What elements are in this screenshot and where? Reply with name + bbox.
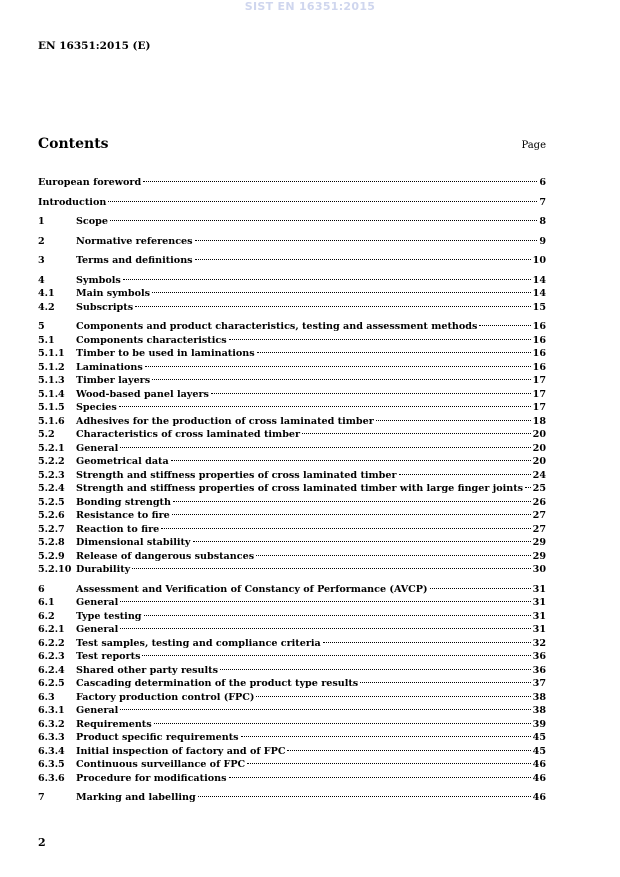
toc-entry[interactable]: [38, 274, 546, 288]
toc-entry-number: 6.3.1: [38, 705, 65, 716]
toc-entry-number: 5: [38, 321, 45, 332]
toc-dot-leader: [110, 220, 537, 221]
toc-entry-number: 3: [38, 255, 45, 266]
toc-entry-number: 5.1.6: [38, 415, 65, 427]
toc-dot-leader: [108, 201, 537, 202]
document-id: EN 16351:2015 (E): [38, 40, 151, 52]
toc-dot-leader: [195, 259, 531, 260]
toc-entry-title: Product specific requirements: [76, 732, 239, 743]
toc-entry-title: Main symbols: [76, 288, 151, 299]
toc-entry-number: 6.3.2: [38, 718, 65, 730]
toc-entry[interactable]: [38, 455, 546, 469]
toc-entry-page: 15: [532, 301, 546, 313]
toc-entry-page: 36: [532, 664, 546, 676]
toc-entry-page: 31: [532, 583, 546, 595]
toc-entry-page: 46: [532, 759, 546, 770]
contents-heading: Contents: [38, 136, 109, 152]
toc-entry[interactable]: [38, 718, 546, 732]
toc-entry[interactable]: [38, 287, 546, 301]
toc-dot-leader: [525, 487, 531, 488]
toc-dot-leader: [241, 736, 531, 737]
toc-entry[interactable]: [38, 334, 546, 348]
toc-entry-title: Characteristics of cross laminated timber: [76, 429, 301, 440]
toc-entry-title: Procedure for modifications: [76, 772, 227, 784]
toc-entry-number: 5.1: [38, 334, 55, 346]
toc-dot-leader: [220, 669, 531, 670]
toc-entry-number: 6.2: [38, 610, 55, 622]
toc-dot-leader: [120, 601, 530, 602]
toc-entry-number: 5.2: [38, 429, 55, 440]
toc-entry-number: 5.2.4: [38, 483, 65, 494]
toc-entry[interactable]: [38, 388, 546, 402]
toc-entry-title: Shared other party results: [76, 664, 218, 676]
toc-entry[interactable]: [38, 361, 546, 375]
toc-entry[interactable]: [38, 623, 546, 637]
toc-entry-page: 20: [532, 442, 546, 454]
toc-dot-leader: [144, 615, 531, 616]
toc-entry[interactable]: [38, 650, 546, 664]
toc-dot-leader: [430, 588, 531, 589]
toc-entry-page: 31: [532, 610, 546, 622]
toc-entry-title: Adhesives for the production of cross laminated timber: [76, 415, 374, 427]
toc-dot-leader: [479, 325, 530, 326]
toc-entry-page: 32: [532, 637, 546, 649]
toc-dot-leader: [195, 240, 538, 241]
toc-entry-title: Scope: [76, 216, 108, 227]
toc-entry-number: 6.3.5: [38, 759, 65, 770]
toc-entry-page: 27: [532, 523, 546, 535]
toc-entry-title: Bonding strength: [76, 496, 171, 508]
toc-dot-leader: [132, 568, 530, 569]
toc-dot-leader: [399, 474, 531, 475]
toc-dot-leader: [172, 514, 531, 515]
table-of-contents: [38, 176, 546, 805]
toc-entry-title: General: [76, 705, 119, 716]
toc-entry-page: 16: [532, 361, 546, 373]
toc-entry-page: 17: [532, 375, 546, 386]
toc-dot-leader: [193, 541, 531, 542]
toc-dot-leader: [161, 528, 530, 529]
toc-entry[interactable]: [38, 347, 546, 361]
toc-dot-leader: [173, 501, 531, 502]
toc-entry-title: Reaction to fire: [76, 523, 160, 535]
toc-entry-title: General: [76, 597, 119, 608]
toc-dot-leader: [142, 655, 530, 656]
toc-entry-number: 6.2.2: [38, 637, 65, 649]
toc-entry-page: 38: [532, 691, 546, 703]
toc-entry-title: Introduction: [38, 196, 107, 208]
toc-entry[interactable]: [38, 677, 546, 691]
toc-entry-title: Components and product characteristics, testing and assessment methods: [76, 321, 478, 332]
toc-entry-page: 7: [539, 196, 546, 208]
toc-entry-number: 5.1.5: [38, 402, 65, 413]
toc-dot-leader: [152, 379, 531, 380]
toc-dot-leader: [152, 292, 531, 293]
toc-entry[interactable]: [38, 415, 546, 429]
toc-entry[interactable]: [38, 664, 546, 678]
toc-entry-title: Test reports: [76, 651, 141, 662]
toc-entry-number: 1: [38, 216, 45, 227]
toc-entry-title: Subscripts: [76, 301, 134, 313]
toc-entry[interactable]: [38, 196, 546, 210]
toc-entry-title: Requirements: [76, 718, 152, 730]
toc-entry[interactable]: [38, 496, 546, 510]
toc-entry[interactable]: [38, 583, 546, 597]
toc-entry-page: 46: [532, 792, 546, 803]
toc-entry-title: Type testing: [76, 610, 142, 622]
toc-entry-number: 5.1.4: [38, 388, 65, 400]
toc-entry-page: 45: [532, 745, 546, 757]
toc-entry[interactable]: [38, 536, 546, 550]
toc-entry-page: 10: [532, 255, 546, 266]
toc-dot-leader: [302, 433, 531, 434]
toc-entry-page: 14: [532, 288, 546, 299]
toc-entry-title: General: [76, 624, 119, 635]
toc-dot-leader: [376, 420, 531, 421]
toc-entry-title: Timber to be used in laminations: [76, 348, 255, 359]
toc-entry-number: 5.1.3: [38, 375, 65, 386]
toc-entry-page: 8: [539, 216, 546, 227]
toc-dot-leader: [120, 709, 530, 710]
toc-entry[interactable]: [38, 772, 546, 786]
toc-entry-title: Species: [76, 402, 117, 413]
toc-entry-page: 30: [532, 564, 546, 575]
toc-dot-leader: [135, 306, 531, 307]
toc-entry-title: Geometrical data: [76, 456, 169, 467]
toc-entry-title: Durability: [76, 564, 131, 575]
toc-entry[interactable]: [38, 215, 546, 229]
toc-entry-title: Terms and definitions: [76, 255, 193, 266]
toc-entry-page: 16: [532, 321, 546, 332]
toc-entry-page: 36: [532, 651, 546, 662]
toc-entry-number: 6.1: [38, 597, 55, 608]
toc-entry-number: 5.2.6: [38, 510, 65, 521]
page-column-label: Page: [521, 140, 546, 151]
toc-entry-number: 6: [38, 583, 45, 595]
watermark: SIST EN 16351:2015: [244, 0, 376, 13]
toc-entry[interactable]: [38, 320, 546, 334]
toc-entry[interactable]: [38, 482, 546, 496]
toc-entry-page: 31: [532, 624, 546, 635]
toc-dot-leader: [120, 447, 530, 448]
toc-entry-number: 5.2.2: [38, 456, 65, 467]
toc-entry-number: 6.3.3: [38, 732, 65, 743]
toc-entry-title: Laminations: [76, 361, 143, 373]
toc-entry-title: Test samples, testing and compliance criteria: [76, 637, 321, 649]
toc-entry-page: 25: [532, 483, 546, 494]
toc-entry-title: Release of dangerous substances: [76, 550, 255, 562]
toc-entry-number: 5.1.2: [38, 361, 65, 373]
toc-entry[interactable]: [38, 563, 546, 577]
toc-entry-title: Dimensional stability: [76, 537, 191, 548]
toc-entry[interactable]: [38, 374, 546, 388]
toc-entry-page: 16: [532, 348, 546, 359]
toc-entry-title: Timber layers: [76, 375, 151, 386]
toc-entry[interactable]: [38, 401, 546, 415]
toc-entry-page: 20: [532, 429, 546, 440]
toc-entry-number: 6.2.3: [38, 651, 65, 662]
toc-entry-page: 38: [532, 705, 546, 716]
toc-entry-number: 6.3.6: [38, 772, 65, 784]
toc-entry-title: Cascading determination of the product type results: [76, 678, 359, 689]
toc-entry[interactable]: [38, 428, 546, 442]
toc-entry[interactable]: [38, 637, 546, 651]
toc-dot-leader: [247, 763, 530, 764]
toc-dot-leader: [171, 460, 531, 461]
toc-entry[interactable]: [38, 596, 546, 610]
toc-entry-page: 20: [532, 456, 546, 467]
toc-entry-number: 5.2.8: [38, 537, 65, 548]
toc-entry-number: 6.2.4: [38, 664, 65, 676]
toc-entry[interactable]: [38, 704, 546, 718]
toc-entry[interactable]: [38, 731, 546, 745]
toc-entry-number: 7: [38, 792, 45, 803]
toc-entry[interactable]: [38, 758, 546, 772]
toc-dot-leader: [287, 750, 530, 751]
toc-entry-page: 37: [532, 678, 546, 689]
toc-entry-number: 2: [38, 235, 45, 247]
toc-entry-number: 6.2.1: [38, 624, 65, 635]
toc-dot-leader: [198, 796, 531, 797]
toc-entry-page: 17: [532, 402, 546, 413]
toc-entry-page: 27: [532, 510, 546, 521]
toc-entry[interactable]: [38, 791, 546, 805]
toc-entry-title: Symbols: [76, 274, 121, 286]
toc-dot-leader: [211, 393, 531, 394]
toc-entry-number: 6.3.4: [38, 745, 65, 757]
toc-entry-page: 29: [532, 537, 546, 548]
toc-entry-page: 9: [539, 235, 546, 247]
toc-entry-number: 5.2.9: [38, 550, 65, 562]
toc-dot-leader: [360, 682, 530, 683]
toc-entry[interactable]: [38, 509, 546, 523]
toc-dot-leader: [145, 366, 531, 367]
toc-entry-page: 46: [532, 772, 546, 784]
toc-entry[interactable]: [38, 254, 546, 268]
toc-entry-number: 6.2.5: [38, 678, 65, 689]
toc-entry-title: Strength and stiffness properties of cross laminated timber with large finger joints: [76, 483, 524, 494]
toc-entry[interactable]: [38, 176, 546, 190]
toc-entry-page: 24: [532, 469, 546, 481]
toc-entry[interactable]: [38, 235, 546, 249]
toc-entry-title: Initial inspection of factory and of FPC: [76, 745, 286, 757]
toc-entry-title: Continuous surveillance of FPC: [76, 759, 246, 770]
toc-entry-title: Normative references: [76, 235, 193, 247]
toc-entry-title: European foreword: [38, 177, 142, 188]
toc-entry[interactable]: [38, 523, 546, 537]
toc-entry-page: 45: [532, 732, 546, 743]
toc-entry-number: 5.2.1: [38, 442, 65, 454]
page-number: 2: [38, 836, 46, 849]
toc-entry[interactable]: [38, 469, 546, 483]
toc-dot-leader: [229, 339, 531, 340]
toc-entry-number: 5.2.5: [38, 496, 65, 508]
toc-entry[interactable]: [38, 301, 546, 315]
toc-entry-page: 39: [532, 718, 546, 730]
toc-entry-title: Factory production control (FPC): [76, 691, 255, 703]
toc-dot-leader: [229, 777, 531, 778]
toc-dot-leader: [154, 723, 531, 724]
toc-entry[interactable]: [38, 745, 546, 759]
toc-dot-leader: [256, 696, 530, 697]
toc-entry-page: 31: [532, 597, 546, 608]
toc-dot-leader: [257, 352, 531, 353]
toc-entry[interactable]: [38, 442, 546, 456]
toc-entry-number: 5.2.7: [38, 523, 65, 535]
toc-entry-page: 18: [532, 415, 546, 427]
toc-dot-leader: [120, 628, 530, 629]
toc-dot-leader: [119, 406, 531, 407]
toc-entry-number: 5.2.10: [38, 564, 72, 575]
toc-entry[interactable]: [38, 550, 546, 564]
toc-dot-leader: [123, 279, 531, 280]
toc-entry-page: 17: [532, 388, 546, 400]
toc-entry-number: 4: [38, 274, 45, 286]
toc-entry-number: 4.2: [38, 301, 55, 313]
toc-dot-leader: [256, 555, 531, 556]
toc-entry-title: Assessment and Verification of Constancy of Performance (AVCP): [76, 583, 428, 595]
toc-entry[interactable]: [38, 691, 546, 705]
toc-entry-page: 26: [532, 496, 546, 508]
toc-dot-leader: [323, 642, 531, 643]
toc-entry-number: 5.2.3: [38, 469, 65, 481]
toc-entry-page: 6: [539, 177, 546, 188]
toc-entry-page: 14: [532, 274, 546, 286]
toc-entry[interactable]: [38, 610, 546, 624]
toc-entry-title: Marking and labelling: [76, 792, 196, 803]
toc-entry-title: Wood-based panel layers: [76, 388, 209, 400]
toc-entry-title: Resistance to fire: [76, 510, 170, 521]
toc-dot-leader: [143, 181, 537, 182]
toc-entry-title: Strength and stiffness properties of cross laminated timber: [76, 469, 397, 481]
toc-entry-number: 4.1: [38, 288, 55, 299]
toc-entry-title: Components characteristics: [76, 334, 227, 346]
toc-entry-number: 6.3: [38, 691, 55, 703]
toc-entry-number: 5.1.1: [38, 348, 65, 359]
toc-entry-page: 29: [532, 550, 546, 562]
toc-entry-title: General: [76, 442, 119, 454]
toc-entry-page: 16: [532, 334, 546, 346]
